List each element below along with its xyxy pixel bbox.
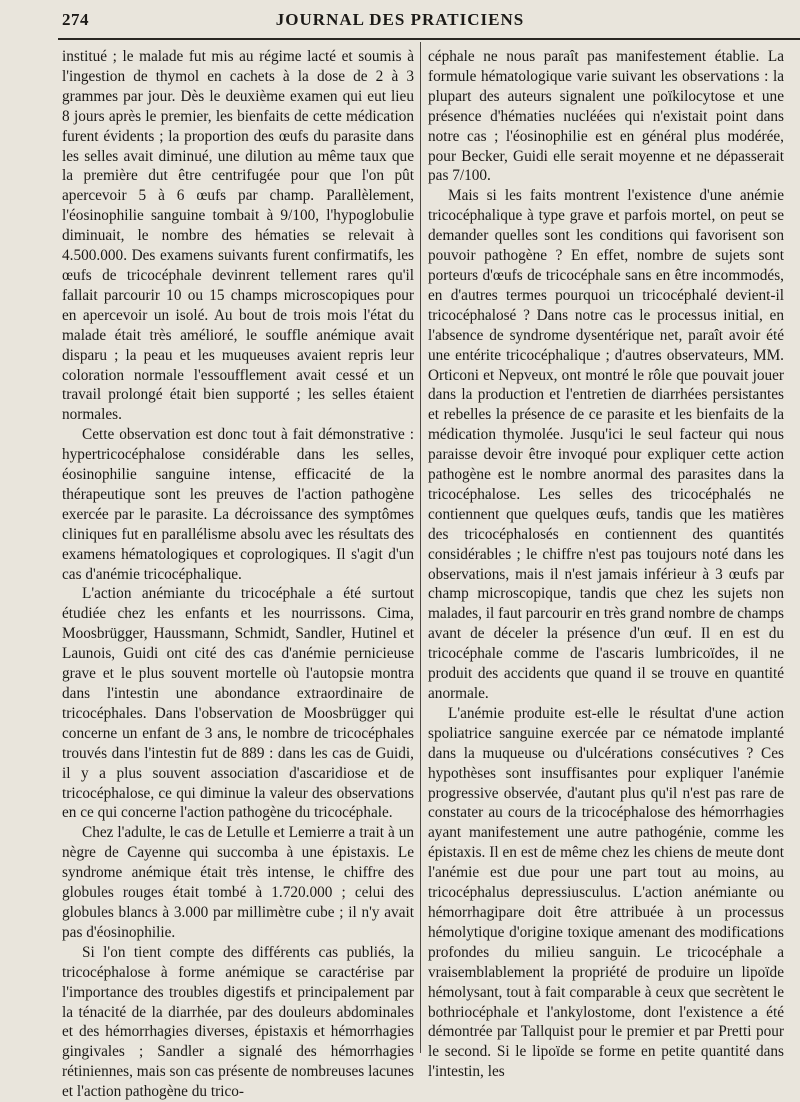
page-header xyxy=(0,0,800,44)
paragraph: L'anémie produite est-elle le résultat d'une action spoliatrice sanguine exercée par ce nématode implanté dans la muqueuse ou d'ulcérations consécutives ? Ces hypothèses sont insuffisantes pour expliquer l'anémie progressive observée, d'autant plus qu'il n'est pas rare de constater au cours de la tricocéphalose des hémorrhagies ayant manifestement une autre pathogénie, comme les épistaxis. Il en est de même chez les chiens de meute dont l'anémie est due pour une part tout au moins, au tricocéphalus depressiusculus. L'action anémiante ou hémorrhagipare doit être attribuée à un processus hémolytique d'origine toxique amenant des modifications profondes du milieu sanguin. Le tricocéphale a vraisemblablement la propriété de produire un lipoïde hémolysant, tout à fait comparable à ceux que secrètent le bothriocéphale et l'ankylostome, dont l'existence a été démontrée par Tallquist pour le premier et par Pretti pour le second. Si le lipoïde se forme en petite quantité dans l'intestin, les xyxy=(428,704,784,1081)
paragraph: institué ; le malade fut mis au régime lacté et soumis à l'ingestion de thymol en cachets à la dose de 2 à 3 grammes par jour. Dès le deuxième examen qui eut lieu 8 jours après le premier, les bienfaits de cette médication furent évidents ; la proportion des œufs du parasite dans les selles avait diminué, une dilution au même taux que la première dut être centrifugée pour que l'on pût apercevoir 5 à 6 œufs par champ. Parallèlement, l'éosinophilie sanguine tombait à 9/100, l'hypoglobulie diminuait, le nombre des hématies se relevait à 4.500.000. Des examens suivants furent confirmatifs, les œufs de tricocéphale devinrent tellement rares qu'il fallait parcourir 10 ou 15 champs microscopiques pour en apercevoir un isolé. Au bout de trois mois l'état du malade était très amélioré, le souffle anémique avait disparu ; la peau et les muqueuses avaient repris leur coloration normale l'essoufflement avait cessé et un travail prolongé était bien supporté ; les selles étaient normales. xyxy=(62,48,414,424)
paragraph: Si l'on tient compte des différents cas publiés, la tricocéphalose à forme anémique se caractérise par l'importance des troubles digestifs et principalement par la ténacité de la diarrhée, par des douleurs abdominales et des hémorrhagies diverses, épistaxis et hémorrhagies gingivales ; Sandler a signalé des hémorrhagies rétiniennes, mais son cas présente de nombreuses lacunes et l'action pathogène du trico- xyxy=(62,943,414,1101)
running-title: JOURNAL DES PRATICIENS xyxy=(275,10,525,29)
right-column xyxy=(428,47,784,1081)
header-rule xyxy=(58,38,800,40)
column-divider xyxy=(420,42,421,1053)
paragraph: Cette observation est donc tout à fait démonstrative : hypertricocéphalose considérable dans les selles, éosinophilie sanguine intense, efficacité de la thérapeutique sont les preuves de l'action pathogène exercée par le parasite. La décroissance des symptômes cliniques fut en parallélisme absolu avec les résultats des examens hématologiques et coprologiques. Il s'agit d'un cas d'anémie tricocéphalique. xyxy=(62,426,414,583)
paragraph: Mais si les faits montrent l'existence d'une anémie tricocéphalique à type grave et parfois mortel, on peut se demander quelles sont les conditions qui favorisent son pouvoir pathogène ? En effet, nombre de sujets sont porteurs d'œufs de tricocéphale sans en être incommodés, en d'autres termes pourquoi un tricocéphalé devient-il tricocéphalosé ? Dans notre cas le processus initial, en l'absence de syndrome dysentérique net, paraît avoir été une entérite tricocéphalique ; d'autres observateurs, MM. Orticoni et Nepveux, ont montré le rôle que pouvait jouer dans la production et l'entretien de diarrhées persistantes et rebelles la présence de ce parasite et les bienfaits de la médication thymolée. Jusqu'ici le seul facteur qui nous paraisse devoir être invoqué pour expliquer cette action pathogène est le nombre anormal des parasites dans la tricocéphalose. Les selles des tricocéphalés ne contiennent que quelques œufs, tandis que les matières des tricocéphalosés en contiennent des quantités considérables ; le chiffre n'est pas toujours noté dans les observations, mais il n'est jamais inférieur à 3 œufs par champ microscopique, tandis que chez les sujets non malades, il faut parcourir en très grand nombre de champs avant de déceler la présence d'un œuf. Il en est du tricocéphale comme de l'ascaris lumbricoïdes, il ne produit des accidents que quand il se trouve en quantité anormale. xyxy=(428,187,784,702)
paragraph: céphale ne nous paraît pas manifestement établie. La formule hématologique varie suivant les observations : la plupart des auteurs signalent une poïkilocytose et une présence d'hématies nucléées qui n'existait point dans notre cas ; l'éosinophilie est en général plus modérée, pour Becker, Guidi elle serait moyenne et ne dépasserait pas 7/100. xyxy=(428,48,784,185)
left-column xyxy=(62,47,414,1101)
page-number: 274 xyxy=(62,10,89,29)
paragraph: L'action anémiante du tricocéphale a été surtout étudiée chez les enfants et les nourrissons. Cima, Moosbrügger, Haussmann, Schmidt, Sandler, Hutinel et Launois, Guidi ont cité des cas d'anémie pernicieuse grave et le plus souvent mortelle où l'autopsie montra dans l'intestin une abondance extraordinaire de tricocéphales. Dans l'observation de Moosbrügger qui concerne un enfant de 3 ans, le nombre de tricocéphales trouvés dans l'intestin fut de 889 : dans les cas de Guidi, il y a plus souvent association d'ascaridiose et de tricocéphalose, ce qui diminue la valeur des observations en ce qui concerne l'action pathogène du tricocéphale. xyxy=(62,585,414,822)
paragraph: Chez l'adulte, le cas de Letulle et Lemierre a trait à un nègre de Cayenne qui succomba à une épistaxis. Le syndrome anémique était très intense, le chiffre des globules rouges était tombé à 1.720.000 ; celui des globules blancs à 3.000 par millimètre cube ; il n'y avait pas d'éosinophilie. xyxy=(62,824,414,941)
